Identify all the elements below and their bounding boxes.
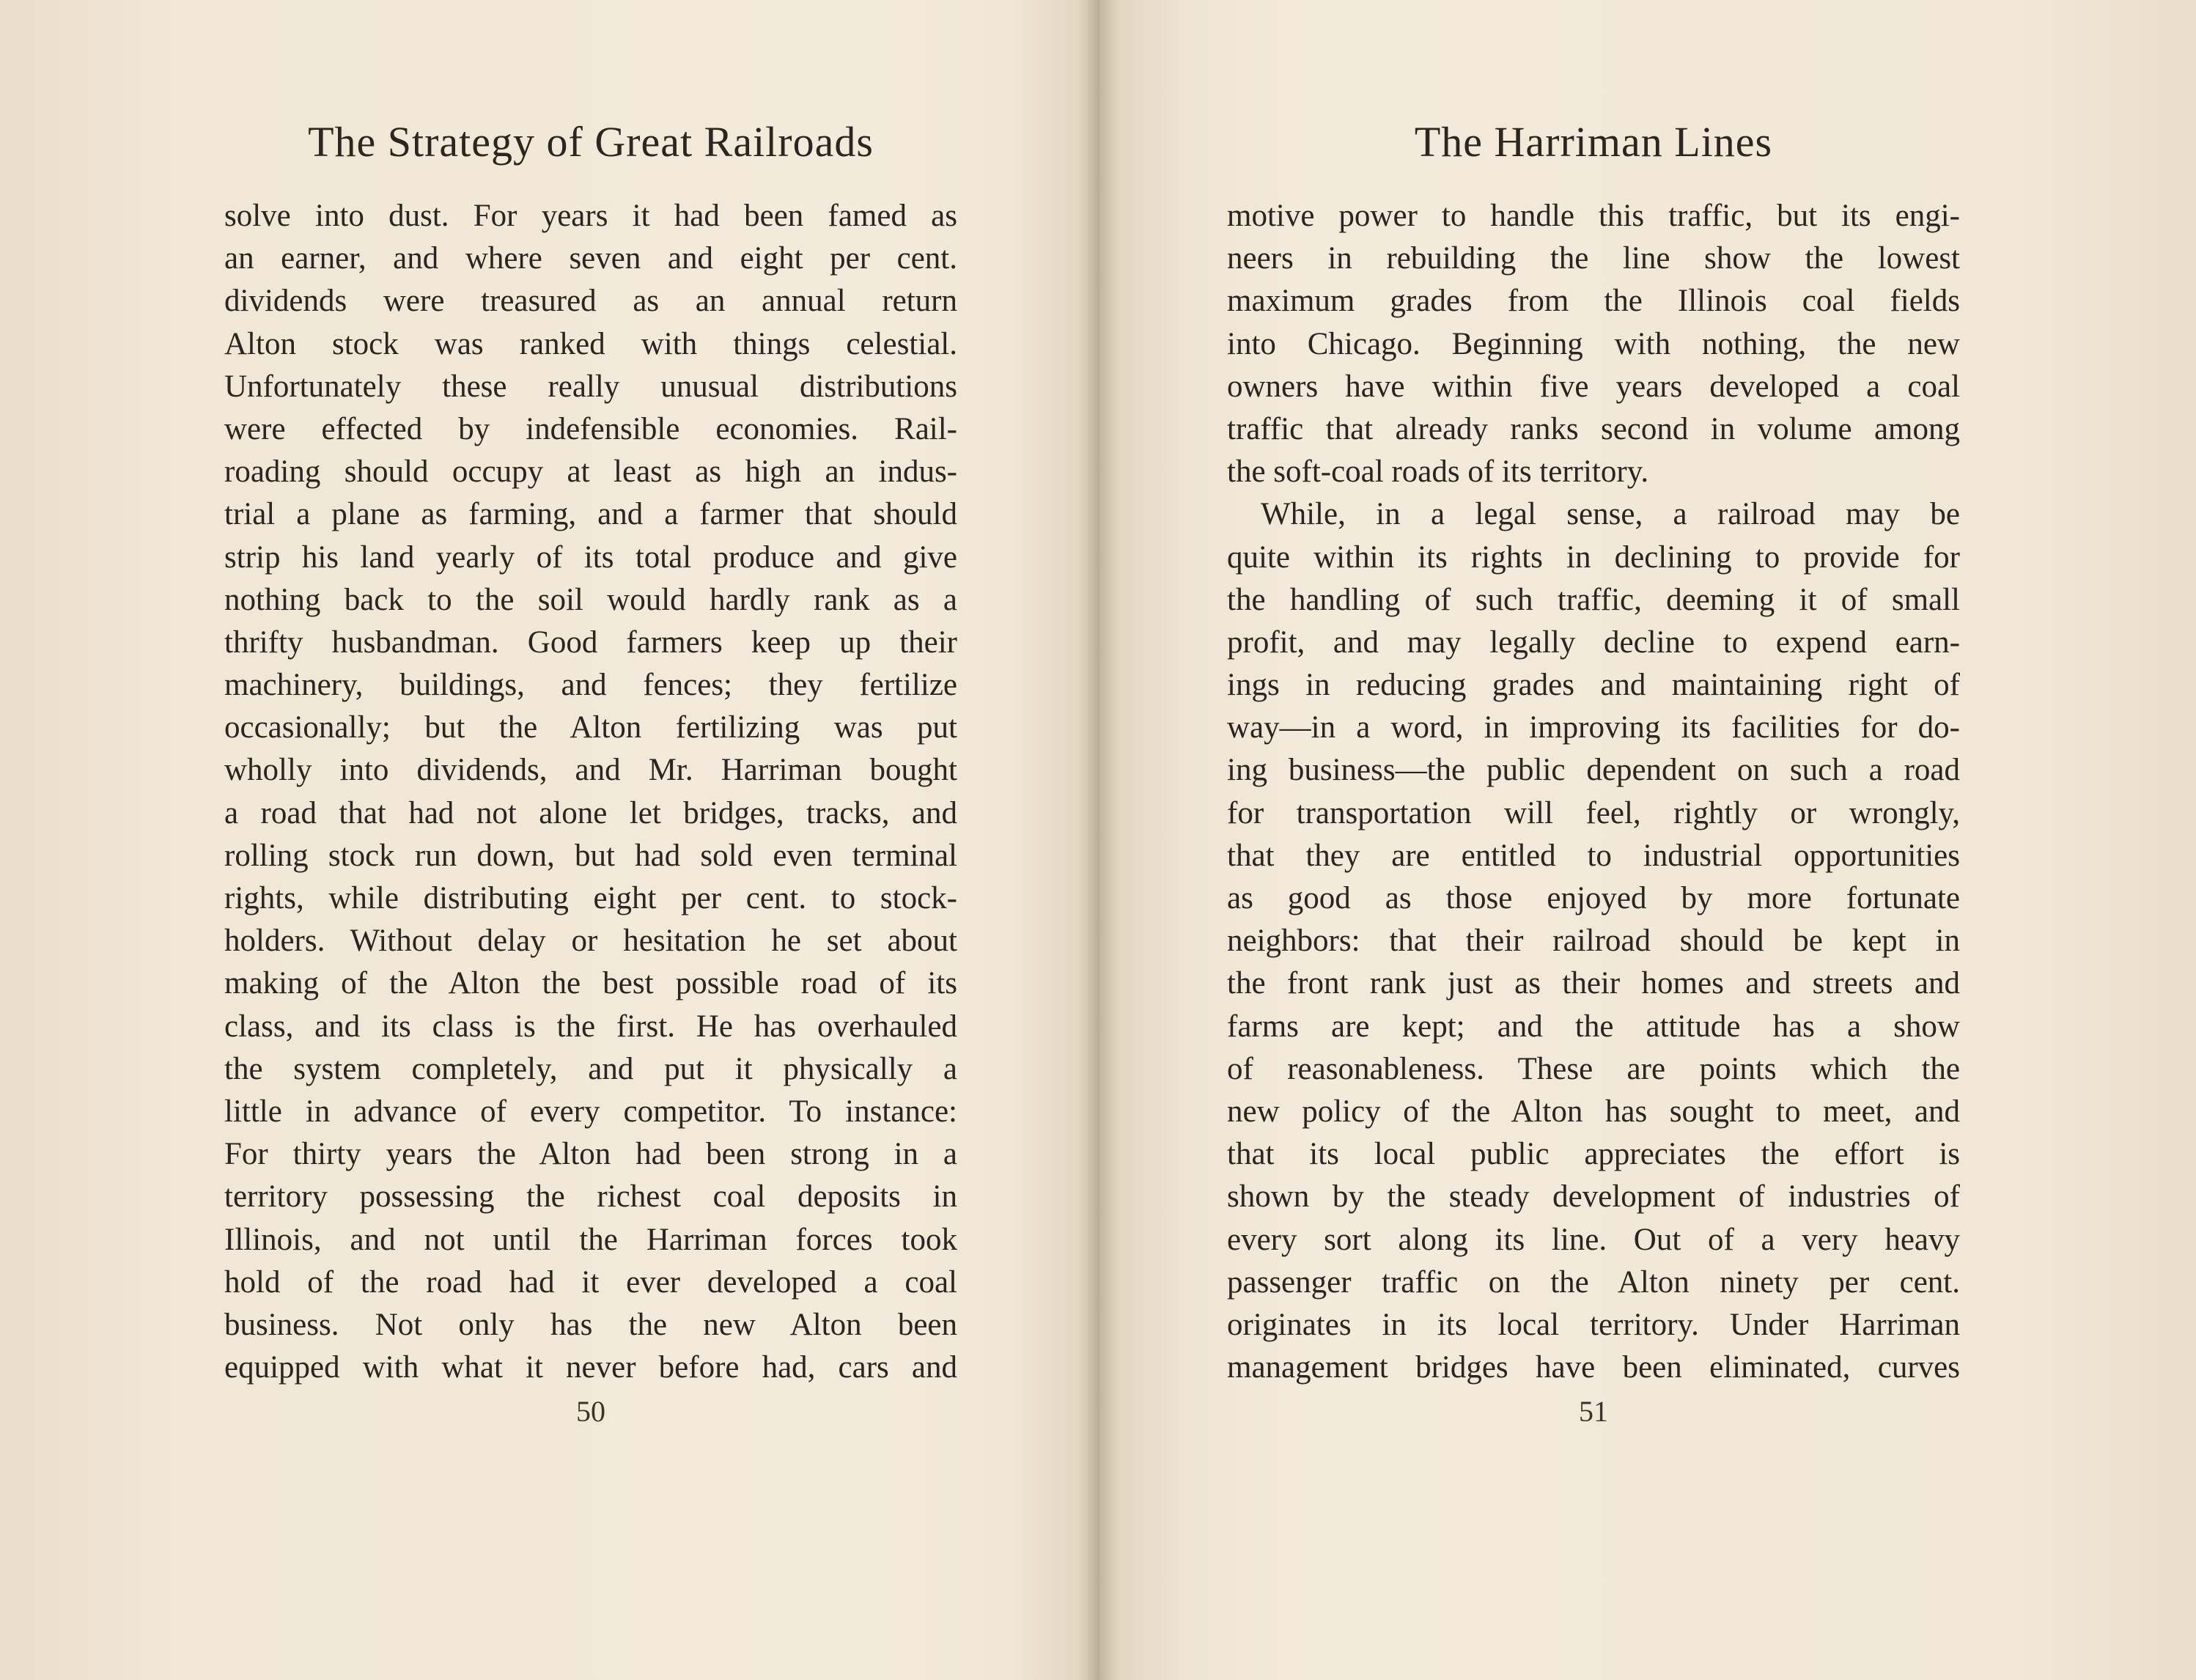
text-line: were effected by indefensible economies. Rail- [224, 411, 957, 446]
text-line: machinery, buildings, and fences; they fertilize [224, 668, 957, 703]
text-line: the handling of such traffic, deeming it of small [1227, 582, 1960, 617]
text-line: profit, and may legally decline to expend earn- [1227, 625, 1960, 660]
text-line: thrifty husbandman. Good farmers keep up their [224, 625, 957, 660]
text-line: owners have within five years developed a coal [1227, 369, 1960, 404]
text-line: class, and its class is the first. He has overhauled [224, 1009, 957, 1044]
text-line: passenger traffic on the Alton ninety per cent. [1227, 1264, 1960, 1300]
text-line: ing business—the public dependent on such a road [1227, 753, 1960, 788]
paragraph-start-line: While, in a legal sense, a railroad may be [1261, 497, 1960, 532]
text-line: maximum grades from the Illinois coal fields [1227, 284, 1960, 319]
text-line: wholly into dividends, and Mr. Harriman bought [224, 753, 957, 788]
text-line: as good as those enjoyed by more fortunate [1227, 881, 1960, 915]
text-line: the system completely, and put it physically a [224, 1051, 957, 1086]
text-line: an earner, and where seven and eight per cent. [224, 241, 957, 276]
left-page-text [224, 195, 957, 1389]
left-running-head: The Strategy of Great Railroads [308, 118, 874, 166]
text-line: Alton stock was ranked with things celestial. [224, 326, 957, 361]
right-page-text [1227, 195, 1960, 1389]
text-line: trial a plane as farming, and a farmer that should [224, 497, 957, 532]
book-gutter [1085, 0, 1111, 1680]
text-line: into Chicago. Beginning with nothing, the new [1227, 326, 1960, 361]
text-line: originates in its local territory. Under Harriman [1227, 1307, 1960, 1342]
text-line: occasionally; but the Alton fertilizing was put [224, 710, 957, 745]
text-line: Illinois, and not until the Harriman forces took [224, 1222, 957, 1257]
text-line: traffic that already ranks second in volume among [1227, 411, 1960, 446]
text-line: the front rank just as their homes and streets and [1227, 966, 1960, 1001]
text-line: making of the Alton the best possible road of its [224, 966, 957, 1001]
text-line: strip his land yearly of its total produce and give [224, 539, 957, 575]
text-line: for transportation will feel, rightly or wrongly, [1227, 795, 1960, 830]
text-line: holders. Without delay or hesitation he set about [224, 924, 957, 959]
text-line: quite within its rights in declining to provide for [1227, 539, 1960, 575]
text-line: dividends were treasured as an annual return [224, 284, 957, 319]
text-line: neighbors: that their railroad should be kept in [1227, 924, 1960, 959]
text-line: new policy of the Alton has sought to meet, and [1227, 1094, 1960, 1129]
text-line: equipped with what it never before had, cars and [224, 1350, 957, 1385]
text-line: way—in a word, in improving its facilities for do- [1227, 710, 1960, 745]
text-line: shown by the steady development of industries of [1227, 1179, 1960, 1215]
text-line: nothing back to the soil would hardly rank as a [224, 582, 957, 617]
paragraph-end-line: the soft-coal roads of its territory. [1227, 454, 1649, 490]
text-line: that they are entitled to industrial opportunities [1227, 838, 1960, 873]
right-running-head: The Harriman Lines [1414, 118, 1773, 166]
text-line: motive power to handle this traffic, but its engi- [1227, 199, 1960, 233]
text-line: little in advance of every competitor. To instance: [224, 1094, 957, 1129]
text-line: a road that had not alone let bridges, tracks, and [224, 795, 957, 830]
text-line: hold of the road had it ever developed a coal [224, 1264, 957, 1300]
text-line: rights, while distributing eight per cent. to stock- [224, 881, 957, 915]
text-line: For thirty years the Alton had been strong in a [224, 1137, 957, 1172]
right-page-number: 51 [1579, 1395, 1608, 1428]
text-line: farms are kept; and the attitude has a show [1227, 1009, 1960, 1044]
left-page-number: 50 [576, 1395, 605, 1428]
text-line: rolling stock run down, but had sold even terminal [224, 838, 957, 873]
text-line: roading should occupy at least as high an indus- [224, 454, 957, 490]
text-line: business. Not only has the new Alton been [224, 1307, 957, 1342]
text-line: that its local public appreciates the effort is [1227, 1137, 1960, 1172]
text-line: territory possessing the richest coal deposits in [224, 1179, 957, 1215]
text-line: of reasonableness. These are points which the [1227, 1051, 1960, 1086]
text-line: every sort along its line. Out of a very heavy [1227, 1222, 1960, 1257]
text-line: management bridges have been eliminated, curves [1227, 1350, 1960, 1385]
text-line: Unfortunately these really unusual distributions [224, 369, 957, 404]
text-line: solve into dust. For years it had been famed as [224, 199, 957, 233]
text-line: ings in reducing grades and maintaining right of [1227, 668, 1960, 703]
text-line: neers in rebuilding the line show the lowest [1227, 241, 1960, 276]
